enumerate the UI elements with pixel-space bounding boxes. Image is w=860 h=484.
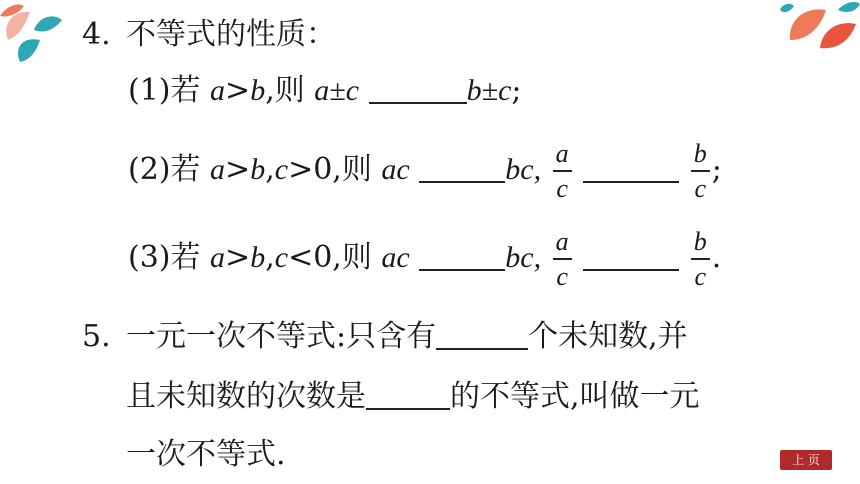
prop2-then: ,则 bbox=[332, 152, 372, 187]
item5-text-3: 一次不等式. bbox=[126, 437, 286, 472]
item5-line2 bbox=[126, 379, 700, 414]
prop3-label: (3)若 bbox=[128, 240, 201, 275]
prop3-a: a bbox=[210, 241, 226, 274]
item5-blank2[interactable] bbox=[366, 382, 450, 410]
prop2-lhs: ac bbox=[381, 153, 410, 186]
prop1-then: ,则 bbox=[265, 73, 305, 108]
prop2-frac-b-den: c bbox=[694, 173, 706, 203]
prop2-gt1: > bbox=[225, 152, 251, 187]
item5-text-1b: 个未知数,并 bbox=[528, 319, 688, 354]
prop1-gt: > bbox=[225, 73, 251, 108]
prop3-frac-b-den: c bbox=[694, 261, 706, 291]
prop2-zero: 0 bbox=[313, 152, 333, 187]
prop3-fraction-b bbox=[691, 228, 710, 290]
prop1-lhs: a±c bbox=[314, 74, 360, 107]
item5-blank1[interactable] bbox=[436, 322, 528, 350]
item5-text-2a: 且未知数的次数是 bbox=[126, 379, 366, 414]
prop1-label: (1)若 bbox=[128, 73, 201, 108]
item4-heading bbox=[82, 17, 336, 52]
leaf-decoration-left bbox=[0, 0, 70, 70]
prop1-end: ; bbox=[511, 73, 522, 108]
prop2-fraction-a bbox=[553, 140, 572, 202]
prop3-c: c bbox=[274, 241, 289, 274]
prop3-gt1: > bbox=[225, 240, 251, 275]
prop2-a: a bbox=[210, 153, 226, 186]
prop2-fraction-b bbox=[691, 140, 710, 202]
prev-page-button[interactable]: 上 页 bbox=[780, 450, 832, 470]
property-1 bbox=[128, 73, 522, 108]
prop2-b: b bbox=[250, 153, 266, 186]
prop3-frac-a-num: a bbox=[553, 228, 572, 259]
item5-line1 bbox=[82, 319, 688, 354]
prop3-then: ,则 bbox=[332, 240, 372, 275]
item4-title: 不等式的性质： bbox=[126, 17, 336, 52]
prop3-frac-a-den: c bbox=[556, 261, 568, 291]
prop3-end: . bbox=[711, 240, 722, 275]
prop3-blank2[interactable] bbox=[583, 243, 679, 271]
property-3 bbox=[128, 228, 721, 290]
prop1-blank[interactable] bbox=[369, 76, 467, 104]
prop2-frac-a-den: c bbox=[556, 173, 568, 203]
prop1-rhs: b±c bbox=[466, 74, 512, 107]
prop2-gt2: > bbox=[288, 152, 314, 187]
prop1-b: b bbox=[250, 74, 266, 107]
prop2-comma: , bbox=[265, 152, 275, 187]
item5-line3 bbox=[126, 437, 286, 472]
prop2-end: ; bbox=[711, 152, 722, 187]
prop2-rhs: bc, bbox=[505, 153, 542, 186]
item5-number: 5. bbox=[82, 319, 111, 354]
property-2 bbox=[128, 140, 722, 202]
prop1-a: a bbox=[210, 74, 226, 107]
prop3-blank1[interactable] bbox=[419, 243, 505, 271]
prop3-frac-b-num: b bbox=[691, 228, 710, 259]
prop2-frac-b-num: b bbox=[691, 140, 710, 171]
prop3-zero: 0 bbox=[313, 240, 333, 275]
prop2-c: c bbox=[274, 153, 289, 186]
item5-text-1a: 一元一次不等式:只含有 bbox=[126, 319, 437, 354]
prop2-frac-a-num: a bbox=[553, 140, 572, 171]
prop3-lt: < bbox=[288, 240, 314, 275]
item4-number: 4. bbox=[82, 17, 111, 52]
prop3-comma: , bbox=[265, 240, 275, 275]
prop2-label: (2)若 bbox=[128, 152, 201, 187]
prop3-fraction-a bbox=[553, 228, 572, 290]
prop2-blank1[interactable] bbox=[419, 155, 505, 183]
prop2-blank2[interactable] bbox=[583, 155, 679, 183]
prop3-b: b bbox=[250, 241, 266, 274]
prop3-rhs: bc, bbox=[505, 241, 542, 274]
prop3-lhs: ac bbox=[381, 241, 410, 274]
leaf-decoration-right bbox=[760, 0, 860, 60]
item5-text-2b: 的不等式,叫做一元 bbox=[450, 379, 700, 414]
